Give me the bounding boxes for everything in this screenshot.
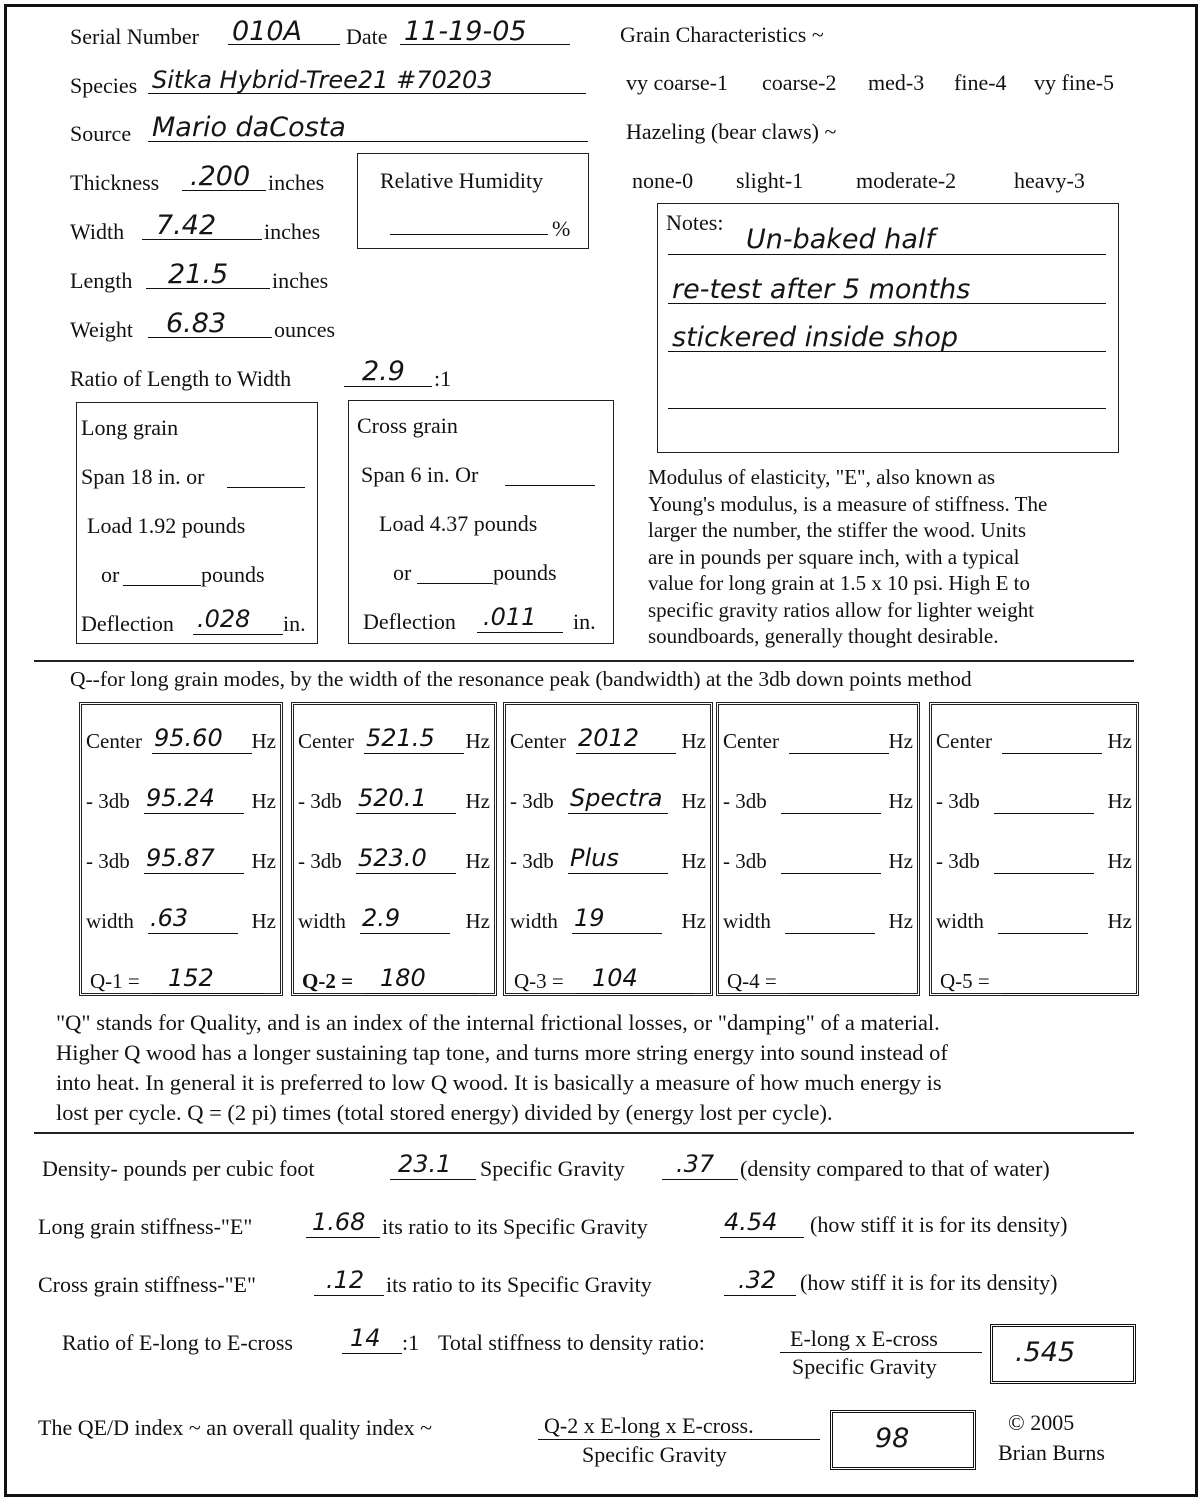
long-grain-deflection-label: Deflection <box>81 611 174 636</box>
q-row-center <box>932 723 1136 757</box>
notes-line-2: re-test after 5 months <box>672 274 971 305</box>
q-row-value: 523.0 <box>358 844 427 872</box>
q-row-result <box>82 963 280 997</box>
q-text-line: into heat. In general it is preferred to low Q wood. It is basically a measure of how much energy is <box>56 1070 942 1095</box>
q-row-line <box>785 933 875 934</box>
hazeling-scale-1: slight-1 <box>736 168 804 193</box>
cross-grain-deflection-label: Deflection <box>363 609 456 634</box>
long-stiff-label: Long grain stiffness-"E" <box>38 1214 253 1239</box>
q-row-unit: Hz <box>465 909 490 933</box>
q-row-label: width <box>936 909 984 933</box>
modulus-line: Modulus of elasticity, "E", also known as <box>648 465 996 489</box>
q-row-value: 2012 <box>578 724 640 752</box>
q-row-label: Center <box>510 729 566 753</box>
long-grain-load: Load 1.92 pounds <box>87 513 246 538</box>
q-row-unit: Hz <box>681 789 706 813</box>
source-value: Mario daCosta <box>152 112 346 143</box>
copyright-year: © 2005 <box>1008 1410 1075 1435</box>
q-row-label: Center <box>936 729 992 753</box>
q-result-label: Q-2 = <box>302 969 354 993</box>
qed-numerator: Q-2 x E-long x E-cross. <box>544 1413 754 1438</box>
species-label: Species <box>70 73 138 98</box>
q-row-unit: Hz <box>251 789 276 813</box>
q-row-value: 95.87 <box>146 844 215 872</box>
source-line <box>148 141 588 142</box>
width-unit: inches <box>264 219 321 244</box>
q-box-5 <box>929 702 1139 996</box>
q-row-db2 <box>82 843 280 877</box>
q-row-db1 <box>719 783 917 817</box>
date-line <box>400 44 570 45</box>
cross-stiff-value: .12 <box>326 1266 365 1294</box>
q-row-db1 <box>82 783 280 817</box>
cross-grain-title: Cross grain <box>357 413 458 438</box>
q-row-unit: Hz <box>888 849 913 873</box>
q-row-label: - 3db <box>936 849 980 873</box>
cross-grain-or: or <box>393 560 412 585</box>
length-unit: inches <box>272 268 329 293</box>
q-row-result <box>719 963 917 997</box>
q-row-unit: Hz <box>681 909 706 933</box>
grain-scale-1: vy coarse-1 <box>626 70 729 95</box>
e-ratio-value: 14 <box>350 1324 381 1352</box>
modulus-line: are in pounds per square inch, with a typical <box>648 544 1020 569</box>
q-result-label: Q-3 = <box>514 969 564 993</box>
q-result-line <box>1002 993 1120 994</box>
q-row-db2 <box>294 843 494 877</box>
q-row-line <box>356 873 456 874</box>
q-result-line <box>576 993 694 994</box>
long-stiff-ratio-line <box>720 1237 804 1238</box>
e-ratio-label: Ratio of E-long to E-cross <box>62 1330 293 1355</box>
q-row-value: 95.24 <box>146 784 215 812</box>
q-box-1 <box>79 702 283 996</box>
q-row-unit: Hz <box>251 909 276 933</box>
q-row-result <box>294 963 494 997</box>
cross-grain-deflection-line <box>477 632 563 633</box>
q-row-unit: Hz <box>1107 789 1132 813</box>
q-row-unit: Hz <box>465 789 490 813</box>
q-text <box>56 1008 948 1128</box>
q-result-line <box>152 993 264 994</box>
width-line <box>142 239 262 240</box>
q-row-value: Plus <box>570 844 619 872</box>
q-result-value: 152 <box>168 964 214 992</box>
cross-stiff-note: (how stiff it is for its density) <box>800 1270 1058 1295</box>
total-result: .545 <box>1015 1337 1076 1368</box>
q-row-unit: Hz <box>1107 849 1132 873</box>
long-stiff-ratio-label: its ratio to its Specific Gravity <box>382 1214 648 1239</box>
q-row-unit: Hz <box>1107 729 1132 753</box>
sg-line <box>662 1179 738 1180</box>
q-row-result <box>932 963 1136 997</box>
qed-denominator: Specific Gravity <box>582 1442 727 1467</box>
q-row-unit: Hz <box>465 729 490 753</box>
long-grain-title: Long grain <box>81 415 179 440</box>
q-row-line <box>994 813 1094 814</box>
source-label: Source <box>70 121 132 146</box>
ratio-label: Ratio of Length to Width <box>70 366 292 391</box>
q-row-label: - 3db <box>298 849 342 873</box>
q-row-value: Spectra <box>570 784 663 812</box>
thickness-label: Thickness <box>70 170 160 195</box>
width-label: Width <box>70 219 125 244</box>
thickness-unit: inches <box>268 170 325 195</box>
q-text-line: "Q" stands for Quality, and is an index of the internal frictional losses, or "damping" of a material. <box>56 1010 940 1035</box>
serial-label: Serial Number <box>70 24 199 49</box>
long-grain-deflection-value: .028 <box>197 605 251 633</box>
long-stiff-line <box>306 1237 380 1238</box>
qed-fraction-bar <box>538 1439 820 1440</box>
cross-grain-span: Span 6 in. Or <box>361 462 479 487</box>
cross-grain-deflection-unit: in. <box>573 609 596 634</box>
q-row-center <box>294 723 494 757</box>
q-box-2 <box>291 702 497 996</box>
q-row-center <box>82 723 280 757</box>
cross-grain-load: Load 4.37 pounds <box>379 511 538 536</box>
sg-note: (density compared to that of water) <box>740 1156 1050 1181</box>
q-row-line <box>781 873 881 874</box>
thickness-value: .200 <box>190 161 251 192</box>
q-row-db1 <box>932 783 1136 817</box>
modulus-line: value for long grain at 1.5 x 10 psi. High E to <box>648 571 1031 595</box>
long-grain-deflection-unit: in. <box>283 611 306 636</box>
density-line <box>390 1179 476 1180</box>
thickness-line <box>182 190 266 191</box>
serial-value: 010A <box>232 16 303 47</box>
q-row-width <box>932 903 1136 937</box>
q-text-line: Higher Q wood has a longer sustaining tap tone, and turns more string energy into sound instead of <box>56 1040 948 1065</box>
q-result-value: 180 <box>380 964 426 992</box>
grain-scale-2: coarse-2 <box>762 70 837 95</box>
serial-line <box>228 44 340 45</box>
q-row-label: width <box>86 909 134 933</box>
q-result-line <box>364 993 478 994</box>
e-ratio-suffix: :1 <box>402 1330 420 1355</box>
total-fraction-bar <box>780 1352 982 1353</box>
humidity-box <box>357 153 589 249</box>
q-text-line: lost per cycle. Q = (2 pi) times (total stored energy) divided by (energy lost per cycle). <box>56 1100 833 1125</box>
hazeling-scale-0: none-0 <box>632 168 694 193</box>
q-row-label: - 3db <box>510 849 554 873</box>
humidity-label: Relative Humidity <box>380 168 544 193</box>
modulus-line: specific gravity ratios allow for lighter weight <box>648 597 1035 622</box>
length-label: Length <box>70 268 133 293</box>
q-row-label: width <box>510 909 558 933</box>
q-row-line <box>144 813 244 814</box>
total-result-box <box>990 1324 1136 1384</box>
q-row-line <box>364 753 464 754</box>
notes-rule-1 <box>668 254 1106 255</box>
q-row-line <box>144 873 244 874</box>
q-row-width <box>294 903 494 937</box>
hazeling-scale-3: heavy-3 <box>1014 168 1085 193</box>
notes-line-3: stickered inside shop <box>672 322 959 353</box>
long-grain-span-line <box>227 487 305 488</box>
q-row-unit: Hz <box>888 909 913 933</box>
notes-box <box>657 203 1119 453</box>
q-row-center <box>506 723 710 757</box>
notes-rule-4 <box>668 408 1106 409</box>
species-value: Sitka Hybrid-Tree21 #70203 <box>152 66 493 94</box>
q-row-width <box>506 903 710 937</box>
q-box-3 <box>503 702 713 996</box>
divider-1 <box>34 660 1134 662</box>
ratio-value: 2.9 <box>362 356 405 387</box>
q-row-line <box>148 933 238 934</box>
q-row-unit: Hz <box>1107 909 1132 933</box>
notes-line-1: Un-baked half <box>746 224 935 255</box>
length-line <box>146 288 270 289</box>
cross-stiff-line <box>314 1295 384 1296</box>
q-row-label: width <box>723 909 771 933</box>
q-row-width <box>719 903 917 937</box>
q-row-unit: Hz <box>888 789 913 813</box>
q-row-line <box>568 813 668 814</box>
ratio-suffix: :1 <box>434 366 452 391</box>
divider-2 <box>34 1132 1134 1134</box>
grain-scale-5: vy fine-5 <box>1034 70 1115 95</box>
q-row-db1 <box>294 783 494 817</box>
qed-result: 98 <box>875 1423 910 1454</box>
cross-stiff-ratio-label: its ratio to its Specific Gravity <box>386 1272 652 1297</box>
q-row-db2 <box>506 843 710 877</box>
modulus-line: Young's modulus, is a measure of stiffness. The <box>648 491 1048 516</box>
modulus-line: larger the number, the stiffer the wood. Units <box>648 518 1027 542</box>
q-box-4 <box>716 702 920 996</box>
q-row-value: 95.60 <box>154 724 223 752</box>
q-result-value: 104 <box>592 964 638 992</box>
long-grain-box <box>76 402 318 644</box>
q-row-line <box>998 933 1088 934</box>
sg-label: Specific Gravity <box>480 1156 625 1181</box>
q-row-line <box>781 813 881 814</box>
cross-grain-pounds: pounds <box>493 560 557 585</box>
grain-title: Grain Characteristics ~ <box>620 22 824 47</box>
cross-stiff-ratio-line <box>724 1295 796 1296</box>
q-row-unit: Hz <box>681 849 706 873</box>
q-result-label: Q-4 = <box>727 969 777 993</box>
sg-value: .37 <box>676 1150 715 1178</box>
species-line <box>148 93 586 94</box>
q-row-label: Center <box>298 729 354 753</box>
q-row-line <box>568 873 668 874</box>
width-value: 7.42 <box>156 210 217 241</box>
q-row-label: - 3db <box>723 849 767 873</box>
length-value: 21.5 <box>168 259 229 290</box>
q-row-value: .63 <box>150 904 189 932</box>
grain-scale-3: med-3 <box>868 70 925 95</box>
modulus-text <box>648 464 1047 650</box>
date-value: 11-19-05 <box>404 16 527 47</box>
weight-value: 6.83 <box>166 308 227 339</box>
total-denominator: Specific Gravity <box>792 1354 937 1379</box>
q-row-label: - 3db <box>298 789 342 813</box>
q-row-unit: Hz <box>888 729 913 753</box>
cross-stiff-label: Cross grain stiffness-"E" <box>38 1272 256 1297</box>
q-row-line <box>789 753 889 754</box>
q-row-line <box>1002 753 1102 754</box>
q-row-result <box>506 963 710 997</box>
long-grain-span: Span 18 in. or <box>81 464 205 489</box>
hazeling-scale-2: moderate-2 <box>856 168 957 193</box>
qed-result-box <box>830 1410 976 1470</box>
grain-scale-4: fine-4 <box>954 70 1007 95</box>
q-result-label: Q-1 = <box>90 969 140 993</box>
q-row-value: 520.1 <box>358 784 427 812</box>
q-row-db2 <box>719 843 917 877</box>
q-row-value: 19 <box>574 904 605 932</box>
long-grain-or-line <box>123 585 201 586</box>
humidity-unit: % <box>552 216 571 241</box>
q-row-db1 <box>506 783 710 817</box>
q-row-value: 2.9 <box>362 904 401 932</box>
q-row-width <box>82 903 280 937</box>
e-ratio-line <box>342 1353 402 1354</box>
q-row-label: - 3db <box>510 789 554 813</box>
q-row-line <box>576 753 676 754</box>
ratio-line <box>344 386 432 387</box>
copyright-author: Brian Burns <box>998 1440 1105 1465</box>
q-row-label: - 3db <box>723 789 767 813</box>
cross-grain-box <box>348 400 614 644</box>
cross-stiff-ratio-value: .32 <box>738 1266 777 1294</box>
q-result-label: Q-5 = <box>940 969 990 993</box>
weight-unit: ounces <box>274 317 336 342</box>
q-row-line <box>356 813 456 814</box>
total-stiffness-label: Total stiffness to density ratio: <box>438 1330 705 1355</box>
q-row-db2 <box>932 843 1136 877</box>
long-stiff-note: (how stiff it is for its density) <box>810 1212 1068 1237</box>
cross-grain-deflection-value: .011 <box>483 603 537 631</box>
long-grain-pounds: pounds <box>201 562 265 587</box>
humidity-line <box>390 234 548 235</box>
weight-label: Weight <box>70 317 133 342</box>
q-heading: Q--for long grain modes, by the width of the resonance peak (bandwidth) at the 3db down points method <box>70 667 972 691</box>
q-row-line <box>360 933 450 934</box>
q-row-value: 521.5 <box>366 724 435 752</box>
total-numerator: E-long x E-cross <box>790 1326 938 1351</box>
notes-label: Notes: <box>666 210 724 235</box>
long-stiff-value: 1.68 <box>312 1208 366 1236</box>
date-label: Date <box>346 24 388 49</box>
q-row-line <box>994 873 1094 874</box>
q-row-unit: Hz <box>465 849 490 873</box>
q-row-label: width <box>298 909 346 933</box>
q-row-line <box>572 933 662 934</box>
density-label: Density- pounds per cubic foot <box>42 1156 315 1181</box>
q-result-line <box>789 993 901 994</box>
hazeling-title: Hazeling (bear claws) ~ <box>626 119 837 144</box>
q-row-center <box>719 723 917 757</box>
cross-grain-or-line <box>417 583 493 584</box>
density-value: 23.1 <box>398 1150 452 1178</box>
q-row-unit: Hz <box>681 729 706 753</box>
q-row-label: - 3db <box>86 849 130 873</box>
long-grain-deflection-line <box>193 634 283 635</box>
q-row-unit: Hz <box>251 729 276 753</box>
notes-rule-2 <box>668 303 1106 304</box>
notes-rule-3 <box>668 351 1106 352</box>
q-row-unit: Hz <box>251 849 276 873</box>
q-row-line <box>152 753 252 754</box>
long-stiff-ratio-value: 4.54 <box>724 1208 778 1236</box>
q-row-label: - 3db <box>86 789 130 813</box>
q-row-label: Center <box>723 729 779 753</box>
cross-grain-span-line <box>505 485 595 486</box>
qed-label: The QE/D index ~ an overall quality index ~ <box>38 1415 433 1440</box>
modulus-line: soundboards, generally thought desirable. <box>648 624 999 648</box>
q-row-label: - 3db <box>936 789 980 813</box>
q-row-label: Center <box>86 729 142 753</box>
weight-line <box>148 337 272 338</box>
long-grain-or: or <box>101 562 120 587</box>
